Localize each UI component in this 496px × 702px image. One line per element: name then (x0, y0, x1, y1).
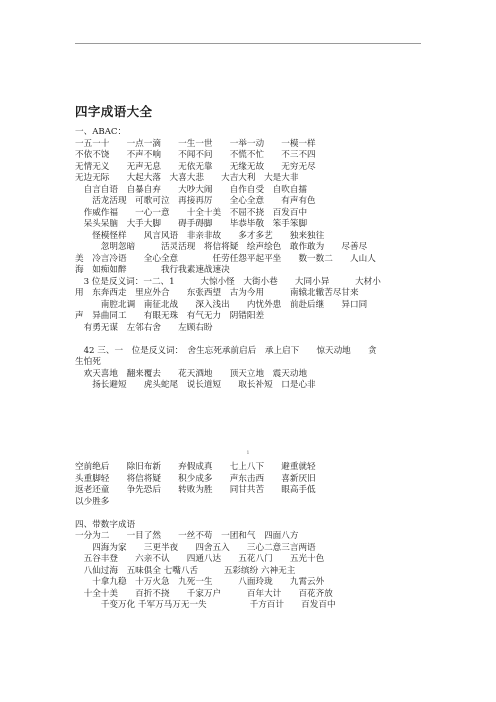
text-line: 十拿九稳 十万火急 九死一生 八面玲珑 九霄云外 (75, 577, 325, 587)
text-line: 42 三、一 位是反义词： 舍生忘死承前启后 承上启下 惊天动地 贪 (75, 345, 377, 356)
text-line: 返老还童 争先恐后 转败为胜 同甘共苦 眼高手低 (75, 485, 316, 495)
text-line: 有勇无谋 左邻右舍 左顾右盼 (75, 322, 213, 333)
text-line: 美 冷言冷语 全心全意 任劳任怨平起平坐 数一数二 人山人 (75, 253, 376, 264)
text-line: 用 东奔西走 里应外合 东张西望 古为今用 南辕北辙苦尽甘来 (75, 288, 359, 298)
text-line: 无边无际 大起大落 大喜大悲 大吉大利 大是大非 (75, 173, 299, 183)
text-line: 怪模怪样 风言风语 非亲非故 多才多艺 独来独往 (75, 230, 325, 241)
text-line: 欢天喜地 翻来覆去 花天酒地 顶天立地 震天动地 (75, 368, 308, 379)
header-rule (75, 43, 421, 44)
text-line: 自言自语 自暴自弃 大吵大闹 自作自受 自吹自擂 (75, 184, 308, 195)
text-line: 以少胜多 (75, 496, 110, 507)
text-line: 忽明忽暗 活灵活现 将信将疑 绘声绘色 敢作敢为 尽善尽 (75, 242, 368, 252)
text-line: 一五一十 一点一滴 一生一世 一举一动 一模一样 (75, 138, 316, 149)
text-line: 作威作福 一心一意 十全十美 不屈不挠 百发百中 (75, 207, 308, 218)
text-line: 扬长避短 虎头蛇尾 说长道短 取长补短 口是心非 (75, 380, 316, 390)
text-line: 呆头呆脑 大手大脚 碍手碍脚 毕恭毕敬 笨手笨脚 (75, 219, 308, 229)
text-line: 一、ABAC： (75, 127, 127, 137)
page-number: 1 (246, 450, 250, 456)
text-line: 海 如痴如醉 我行我素速战速决 (75, 265, 230, 275)
text-line: 八仙过海 五味俱全 七嘴八舌 五彩缤纷 六神无主 (75, 565, 296, 576)
text-line: 无情无义 无声无息 无依无靠 无缘无故 无穷无尽 (75, 161, 316, 172)
text-line: 十全十美 百折不挠 千家万户 百年大计 百花齐放 (75, 588, 333, 599)
text-line: 一分为二 一目了然 一丝不苟 一团和气 四面八方 (75, 531, 299, 541)
text-line: 3 位是反义词：一二、1 大惊小怪 大街小巷 大同小异 大材小 (75, 276, 381, 287)
text-line: 四、带数字成语 (75, 519, 136, 530)
text-line: 不依不饶 不声不响 不闻不问 不慌不忙 不三不四 (75, 150, 316, 160)
text-line: 空前绝后 除旧布新 弃假成真 七上八下 避重就轻 (75, 462, 316, 472)
text-line: 南腔北调 南征北战 深入浅出 内忧外患 前赴后继 异口同 (75, 299, 368, 310)
text-line: 头重脚轻 将信将疑 积少成多 声东击西 喜新厌旧 (75, 473, 316, 484)
text-line: 生怕死 (75, 357, 101, 367)
text-line: 千变万化 千军万马万无一失 千方百计 百发百中 (75, 600, 336, 610)
page-title: 四字成语大全 (75, 104, 153, 119)
text-line: 五谷丰登 六亲不认 四通八达 五花八门 五光十色 (75, 554, 325, 564)
text-line: 四海为家 三更半夜 四舍五入 三心二意三言两语 (75, 542, 316, 553)
text-line: 声 异曲同工 有眼无珠 有气无力 阴错阳差 (75, 311, 265, 321)
text-line: 活龙活现 可歌可泣 再接再厉 全心全意 有声有色 (75, 196, 316, 206)
